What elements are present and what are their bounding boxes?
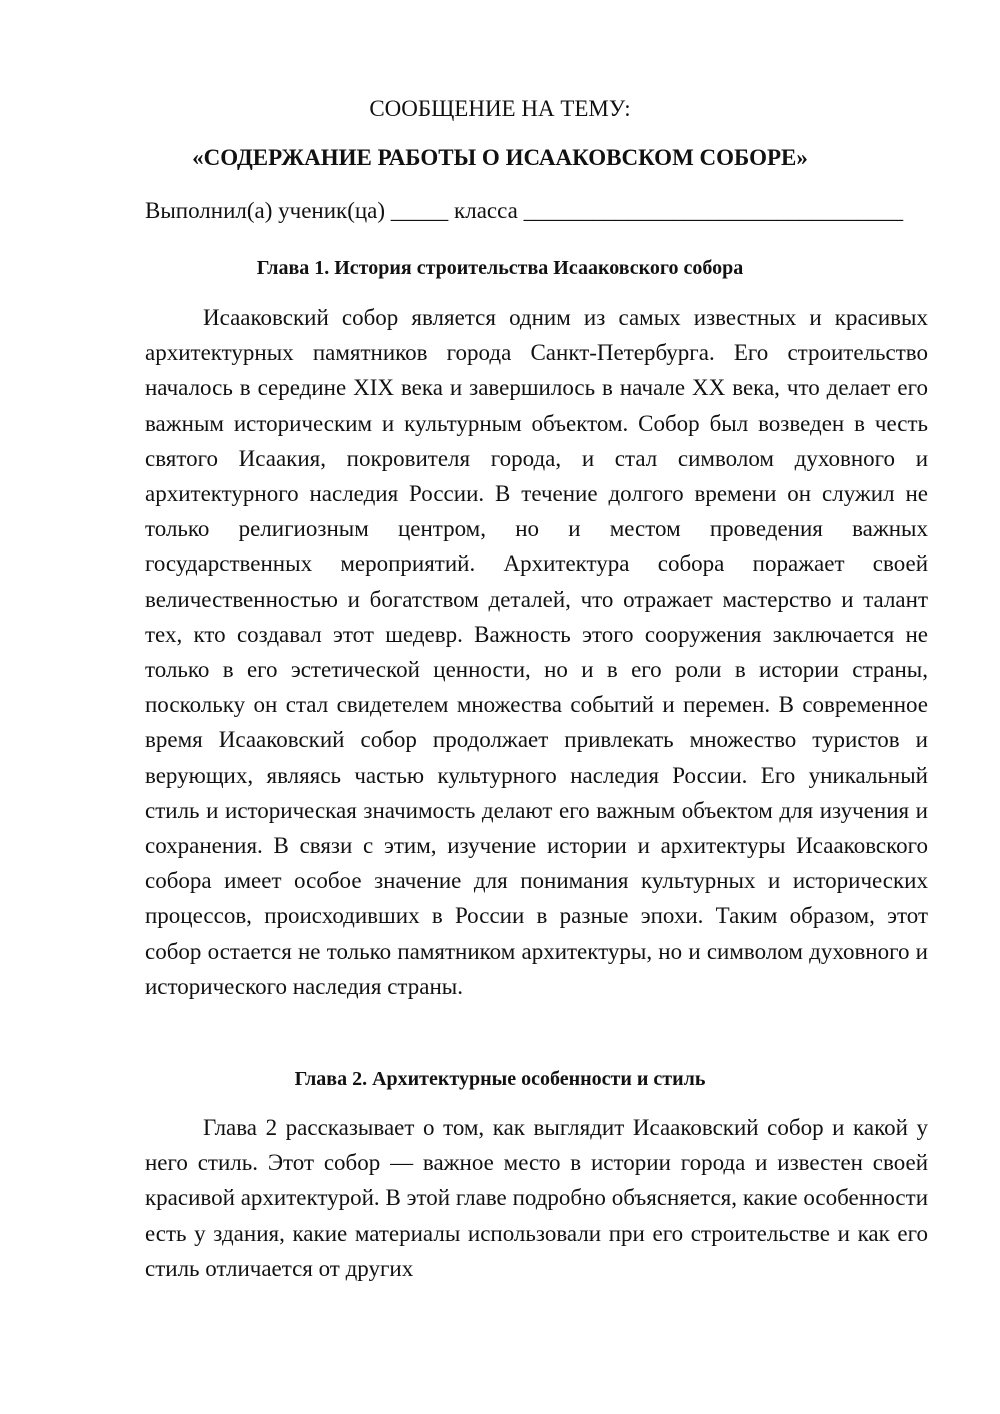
document-title-line-1: СООБЩЕНИЕ НА ТЕМУ: (369, 96, 631, 121)
chapter-1-heading: Глава 1. История строительства Исааковского собора (256, 257, 744, 279)
document-title-line-2: «СОДЕРЖАНИЕ РАБОТЫ О ИСААКОВСКОМ СОБОРЕ» (192, 145, 808, 170)
chapter-2-heading: Глава 2. Архитектурные особенности и стиль (294, 1068, 706, 1090)
chapter-2-paragraph: Глава 2 рассказывает о том, как выглядит Исааковский собор и какой у него стиль. Этот собор — важное место в истории города и известен своей красивой архитектурой. В этой главе подробно объясняется, какие особенности есть у здания, какие материалы использовали при его строительстве и как его стиль отличается от других (145, 1115, 928, 1281)
chapter-1-paragraph: Исааковский собор является одним из самых известных и красивых архитектурных памятников города Санкт-Петербурга. Его строительство началось в середине XIX века и завершилось в начале XX века, что делает его важным историческим и культурным объектом. Собор был возведен в честь святого Исаакия, покровителя города, и стал символом духовного и архитектурного наследия России. В течение долгого времени он служил не только религиозным центром, но и местом проведения важных государственных мероприятий. Архитектура собора поражает своей величественностью и богатством деталей, что отражает мастерство и талант тех, кто создавал этот шедевр. Важность этого сооружения заключается не только в его эстетической ценности, но и в его роли в истории страны, поскольку он стал свидетелем множества событий и перемен. В современное время Исааковский собор продолжает привлекать множество туристов и верующих, являясь частью культурного наследия России. Его уникальный стиль и историческая значимость делают его важным объектом для изучения и сохранения. В связи с этим, изучение истории и архитектуры Исааковского собора имеет особое значение для понимания культурных и исторических процессов, происходивших в России в разные эпохи. Таким образом, этот собор остается не только памятником архитектуры, но и символом духовного и исторического наследия страны. (145, 305, 928, 999)
author-line: Выполнил(а) ученик(ца) _____ класса _________________________________ (145, 198, 904, 223)
